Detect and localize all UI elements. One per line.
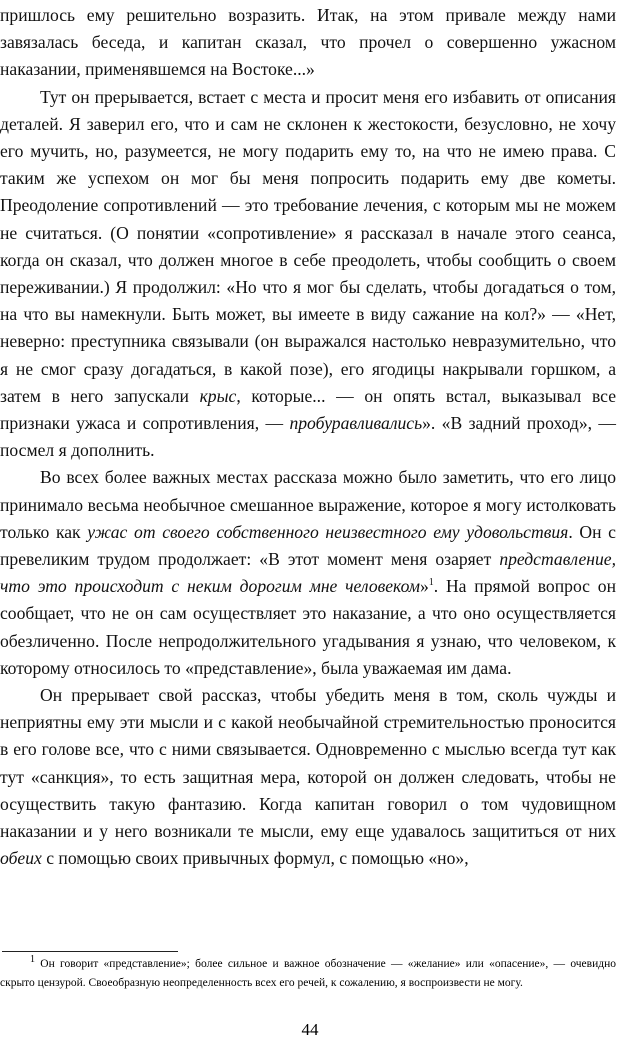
paragraph-3-text-d: . На прямой вопрос он сообщает, что не он сам осуществляет это наказание, а что оно осуществляется обезличенно. После непродолжительного угадывания я узнаю, что человеком, к которому относилось то «представление», была уважаемая им дама.	[0, 576, 616, 678]
paragraph-2	[0, 84, 616, 465]
footnote-marker: 1	[30, 954, 35, 966]
paragraph-2-text-c: ». «В задний проход», — посмел я дополнить.	[0, 413, 616, 461]
paragraph-3	[0, 464, 616, 682]
paragraph-2-text-b: , которые... — он опять встал, выказывал все признаки ужаса и сопротивления, —	[0, 385, 617, 434]
paragraph-3-text-a: Во всех более важных местах рассказа можно было заметить, что его лицо принимало весьма необычное смешанное выражение, которое я могу истолковать только как	[0, 467, 616, 542]
paragraph-4-emphasis-both: обеих	[0, 848, 42, 869]
paragraph-2-text-a: Тут он прерывается, встает с места и просит меня его избавить от описания деталей. Я заверил его, что и сам не склонен к жестокости, безусловно, не хочу его мучить, но, разумеется, не могу подарить ему то, на что не имею права. С таким же успехом он мог бы меня попросить подарить ему две кометы. Преодоление сопротивлений — это требование лечения, с которым мы не можем не считаться. (О понятии «сопротивление» я рассказал в начале этого сеанса, когда он сказал, что должен многое в себе преодолеть, чтобы сообщить о своем переживании.) Я продолжил: «Но что я мог бы сделать, чтобы догадаться о том, на что вы намекнули. Быть может, вы имеете в виду сажание на кол?» — «Нет, неверно: преступника связывали (он выражался настолько невразумительно, что я не смог сразу догадаться, в какой позе), его ягодицы накрывали горшком, а затем в него запускали	[0, 86, 616, 406]
paragraph-3-emphasis-horror: ужас от своего собственного неизвестного ему удовольствия	[87, 521, 569, 542]
footnote-text: Он говорит «представление»; более сильное и важное обозначение — «желание» или «опасение», — очевидно скрыто цензурой. Своеобразную неопределенность всех его речей, к сожалению, я воспроизвести не могу.	[0, 958, 616, 989]
paragraph-4	[0, 682, 616, 872]
paragraph-3-emphasis-idea: представление, что это происходит с неким дорогим мне человеком	[0, 549, 616, 597]
paragraph-1-text: пришлось ему решительно возразить. Итак, на этом привале между нами завязалась беседа, и капитан сказал, что прочел о совершенно ужасном наказании, применявшемся на Востоке...»	[0, 5, 616, 80]
paragraph-3-text-c: »	[419, 576, 429, 597]
footnote-reference[interactable]: 1	[428, 577, 434, 589]
paragraph-1	[0, 2, 616, 84]
paragraph-2-emphasis-bored: пробуравливались	[289, 413, 423, 434]
paragraph-3-text-b: . Он с превеликим трудом продолжает: «В этот момент меня озаряет	[0, 521, 616, 570]
paragraph-4-text-b: с помощью своих привычных формул, с помощью «но»,	[41, 848, 469, 869]
paragraph-2-emphasis-rats: крыс	[199, 385, 237, 406]
paragraph-4-text-a: Он прерывает свой рассказ, чтобы убедить меня в том, сколь чужды и неприятны ему эти мысли и с какой необычайной стремительностью проносится в его голове все, что с ними связывается. Одновременно с мыслью всегда тут как тут «санкция», то есть защитная мера, которой он должен следовать, чтобы не осуществить такую фантазию. Когда капитан говорил о том чудовищном наказании и у него возникали те мысли, ему еще удавалось защититься от них	[0, 685, 616, 842]
footnote	[0, 955, 616, 993]
footnote-divider	[2, 951, 178, 952]
page-number: 44	[301, 1020, 319, 1039]
